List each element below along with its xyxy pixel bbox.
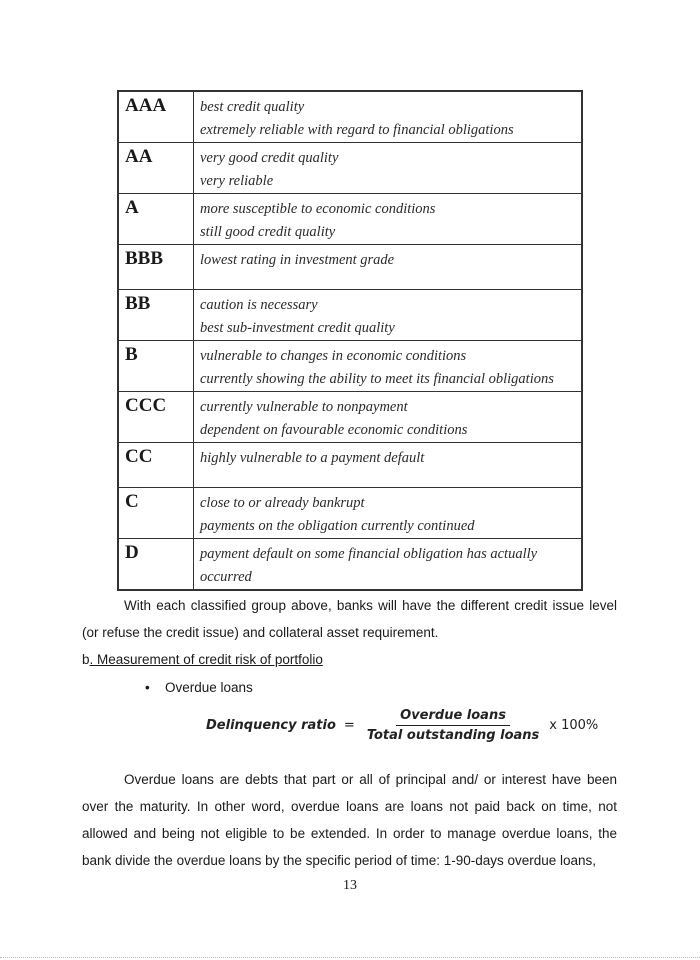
rating-code: AAA — [118, 91, 194, 143]
rating-row — [118, 194, 582, 245]
formula-denominator: Total outstanding loans — [366, 728, 540, 743]
bullet-item — [145, 676, 253, 700]
rating-description-line: currently showing the ability to meet its financial obligations — [200, 371, 554, 387]
rating-code: CC — [118, 443, 194, 488]
rating-description — [194, 392, 583, 443]
formula-equals: = — [343, 718, 355, 733]
rating-row — [118, 488, 582, 539]
rating-description-line: more susceptible to economic conditions — [200, 201, 436, 217]
paragraph-overdue-loans: Overdue loans are debts that part or all of principal and/ or interest have been over the maturity. In other word, overdue loans are loans not paid back on time, not allowed and being not eligible to be extended. In order to manage overdue loans, the bank divide the overdue loans by the specific period of time: 1-90-days overdue loans, — [82, 772, 617, 868]
rating-code: BBB — [118, 245, 194, 290]
rating-description-line: occurred — [200, 569, 252, 585]
rating-description-line: lowest rating in investment grade — [200, 252, 395, 268]
rating-description-line: close to or already bankrupt — [200, 495, 365, 511]
rating-row — [118, 539, 582, 591]
rating-description-line: best sub-investment credit quality — [200, 320, 395, 336]
section-prefix: b — [82, 652, 90, 667]
rating-description-line: payments on the obligation currently continued — [200, 518, 475, 534]
rating-code: AA — [118, 143, 194, 194]
section-heading — [82, 648, 323, 672]
rating-description-line: extremely reliable with regard to financial obligations — [200, 122, 514, 138]
rating-description-line: highly vulnerable to a payment default — [200, 450, 425, 466]
rating-row — [118, 341, 582, 392]
rating-code: B — [118, 341, 194, 392]
credit-rating-table-body — [118, 91, 582, 590]
rating-description-line: very good credit quality — [200, 150, 339, 166]
formula-rhs: x 100% — [549, 718, 599, 733]
rating-row — [118, 245, 582, 290]
rating-description-line: currently vulnerable to nonpayment — [200, 399, 408, 415]
page-number: 13 — [343, 878, 357, 893]
rating-description — [194, 194, 583, 245]
rating-description — [194, 488, 583, 539]
rating-description — [194, 341, 583, 392]
rating-description — [194, 443, 583, 488]
formula-fraction — [363, 708, 543, 743]
rating-description-line: vulnerable to changes in economic conditions — [200, 348, 467, 364]
rating-code: CCC — [118, 392, 194, 443]
rating-description — [194, 539, 583, 591]
rating-code: A — [118, 194, 194, 245]
paragraph-classified-groups: With each classified group above, banks will have the different credit issue level (or refuse the credit issue) and collateral asset requirement. — [82, 598, 617, 640]
rating-code: BB — [118, 290, 194, 341]
formula-lhs: Delinquency ratio — [206, 718, 336, 733]
rating-description — [194, 290, 583, 341]
rating-description — [194, 91, 583, 143]
section-title: . Measurement of credit risk of portfolio — [89, 652, 323, 667]
bullet-text: Overdue loans — [165, 680, 253, 695]
rating-description — [194, 143, 583, 194]
rating-description-line: caution is necessary — [200, 297, 318, 313]
page-footer-divider — [0, 957, 700, 958]
rating-row — [118, 443, 582, 488]
rating-description-line: still good credit quality — [200, 224, 336, 240]
rating-row — [118, 290, 582, 341]
rating-description-line: payment default on some financial obligation has actually — [200, 546, 538, 562]
formula-numerator: Overdue loans — [396, 708, 510, 726]
rating-row — [118, 91, 582, 143]
rating-row — [118, 143, 582, 194]
rating-description-line: dependent on favourable economic conditions — [200, 422, 468, 438]
rating-description — [194, 245, 583, 290]
delinquency-formula — [206, 708, 598, 743]
rating-row — [118, 392, 582, 443]
rating-description-line: very reliable — [200, 173, 274, 189]
rating-code: D — [118, 539, 194, 591]
rating-description-line: best credit quality — [200, 99, 305, 115]
credit-rating-table — [117, 90, 583, 591]
bullet-icon: • — [145, 680, 150, 695]
rating-code: C — [118, 488, 194, 539]
